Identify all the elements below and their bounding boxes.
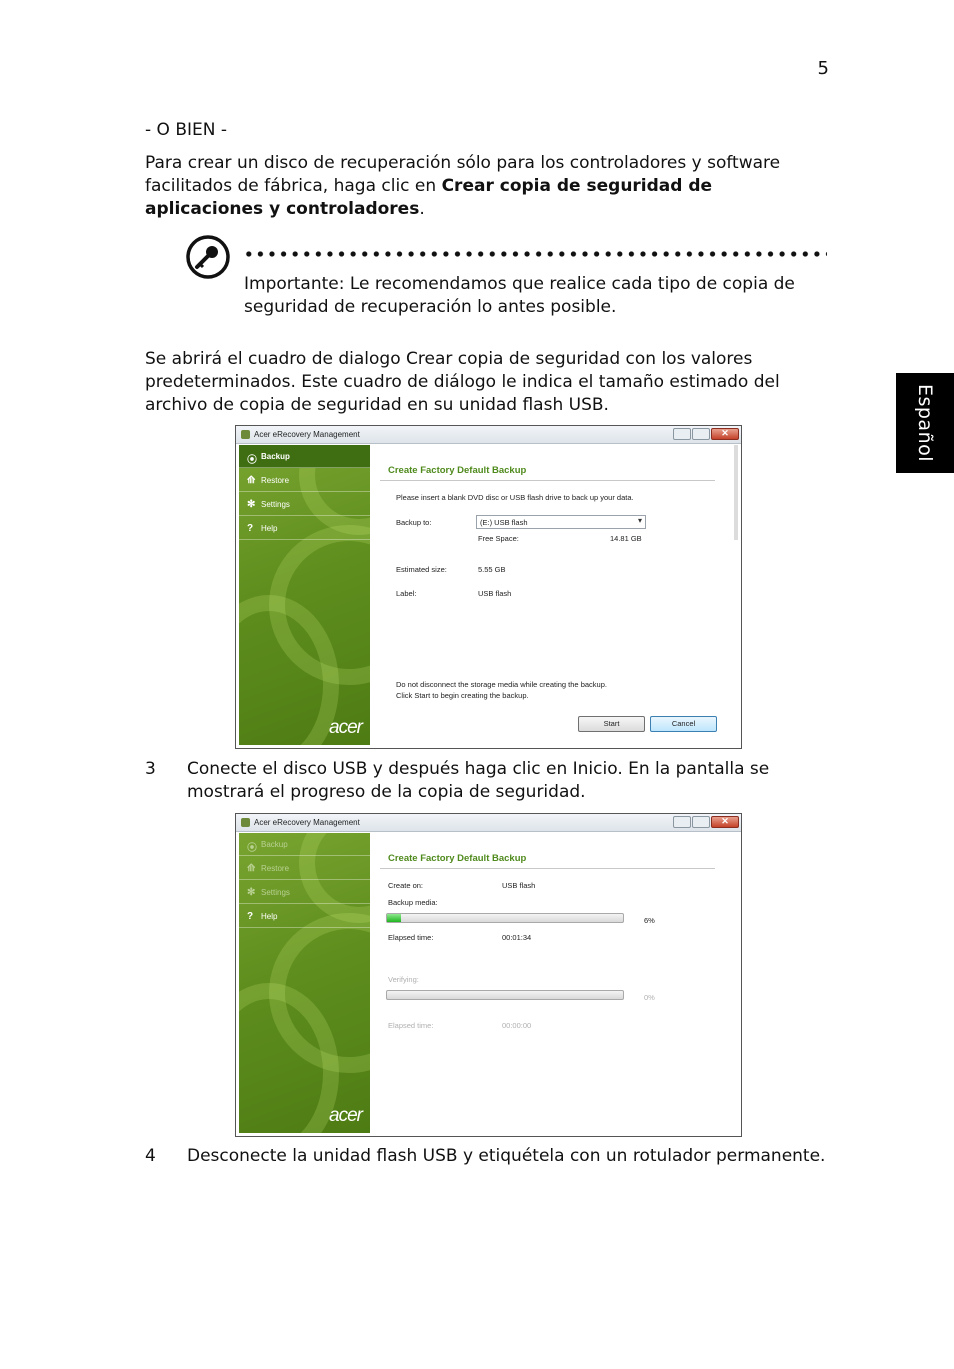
backup-progress-fill [387,914,401,922]
step-text: Desconecte la unidad flash USB y etiquétela con un rotulador permanente. [187,1146,826,1166]
paragraph-end: . [419,199,425,219]
verify-progress-bar [386,990,624,1000]
step-number: 3 [145,759,156,779]
minimize-button[interactable] [673,816,691,828]
panel-heading: Create Factory Default Backup [388,465,527,476]
close-button[interactable] [711,428,739,440]
step-bold-command: Inicio [572,759,618,779]
elapsed-time-value: 00:01:34 [502,933,532,942]
backup-to-value: (E:) USB flash [480,518,528,527]
maximize-button[interactable] [692,816,710,828]
elapsed-time-label-2: Elapsed time: [388,1021,434,1030]
paragraph-dialog-description: Se abrirá el cuadro de dialogo Crear copia de seguridad con los valores predeterminados. Este cuadro de diálogo le indica el tamaño estimado del archivo de copia de seguridad en su unidad flash USB. [145,349,780,415]
gear-icon: ✻ [247,499,256,510]
important-text: : Le recomendamos que realice cada tipo de copia de seguridad de recuperación lo antes posible. [244,274,795,317]
free-space-label: Free Space: [478,534,519,543]
sidebar [239,833,370,1133]
backup-icon: ⦿ [247,843,257,854]
important-label: Importante [244,274,339,294]
key-icon [185,234,231,280]
paragraph-text: Para crear un disco de recuperación sólo para los controladores y software facilitados de fábrica, haga clic en [145,153,781,196]
restore-icon: ⟰ [247,475,256,486]
verify-progress-percent: 0% [644,993,655,1002]
label-label: Label: [396,589,417,598]
screenshot-backup-dialog [235,425,742,749]
estimated-size-value: 5.55 GB [478,565,506,574]
warning-text: Do not disconnect the storage media while creating the backup. [396,680,607,689]
elapsed-time-label: Elapsed time: [388,933,434,942]
note-dotted-rule [243,251,827,257]
window-title: Acer eRecovery Management [254,430,360,439]
backup-icon: ⦿ [247,455,257,466]
free-space-value: 14.81 GB [610,534,642,543]
step-text: Conecte el disco USB y después haga clic en Inicio. En la pantalla se mostrará el progreso de la copia de seguridad. [187,759,770,802]
maximize-button[interactable] [692,428,710,440]
window-titlebar [236,426,741,444]
label-value: USB flash [478,589,512,598]
acer-logo: acer [329,1105,362,1126]
paragraph-bold-command: Crear copia de seguridad de aplicaciones y controladores [145,176,713,219]
language-side-tab [896,373,954,473]
close-icon: ✕ [721,816,729,826]
create-on-label: Create on: [388,881,424,890]
gear-icon: ✻ [247,887,256,898]
estimated-size-label: Estimated size: [396,565,447,574]
chevron-down-icon: ▾ [637,516,642,525]
elapsed-time-value-2: 00:00:00 [502,1021,532,1030]
help-icon: ? [247,911,254,922]
or-separator: - O BIEN - [145,120,227,140]
sidebar-item-settings[interactable]: ✻ Settings [239,493,370,516]
backup-to-dropdown[interactable] [476,515,646,529]
important-note [244,273,824,319]
paragraph-factory-backup [145,152,825,221]
sidebar-item-restore[interactable]: ⟰ Restore [239,857,370,880]
cancel-button[interactable]: Cancel [650,716,717,732]
backup-progress-percent: 6% [644,916,655,925]
step-number: 4 [145,1146,156,1166]
window-titlebar [236,814,741,832]
start-hint-text: Click Start to begin creating the backup. [396,691,529,700]
backup-media-label: Backup media: [388,898,438,907]
sidebar-item-help[interactable]: ? Help [239,517,370,540]
scrollbar[interactable] [734,445,738,540]
screenshot-backup-progress [235,813,742,1137]
sidebar [239,445,370,745]
heading-divider [380,480,715,481]
sidebar-item-backup[interactable]: ⦿ Backup [239,445,370,468]
sidebar-item-restore[interactable]: ⟰ Restore [239,469,370,492]
backup-progress-bar [386,913,624,923]
window-title: Acer eRecovery Management [254,818,360,827]
sidebar-item-backup[interactable]: ⦿ Backup [239,833,370,856]
help-icon: ? [247,523,254,534]
verifying-label: Verifying: [388,975,419,984]
restore-icon: ⟰ [247,863,256,874]
minimize-button[interactable] [673,428,691,440]
language-tab-label: Español [914,383,936,463]
page-number: 5 [817,58,829,79]
sidebar-item-help[interactable]: ? Help [239,905,370,928]
sidebar-item-settings[interactable]: ✻ Settings [239,881,370,904]
acer-logo: acer [329,717,362,738]
panel-heading: Create Factory Default Backup [388,853,527,864]
backup-panel [370,445,738,745]
instruction-text: Please insert a blank DVD disc or USB flash drive to back up your data. [396,493,634,502]
close-icon: ✕ [721,428,729,438]
app-icon [241,818,250,827]
create-on-value: USB flash [502,881,536,890]
start-button[interactable]: Start [578,716,645,732]
heading-divider [380,868,715,869]
backup-to-label: Backup to: [396,518,432,527]
app-icon [241,430,250,439]
close-button[interactable] [711,816,739,828]
progress-panel [370,833,738,1133]
